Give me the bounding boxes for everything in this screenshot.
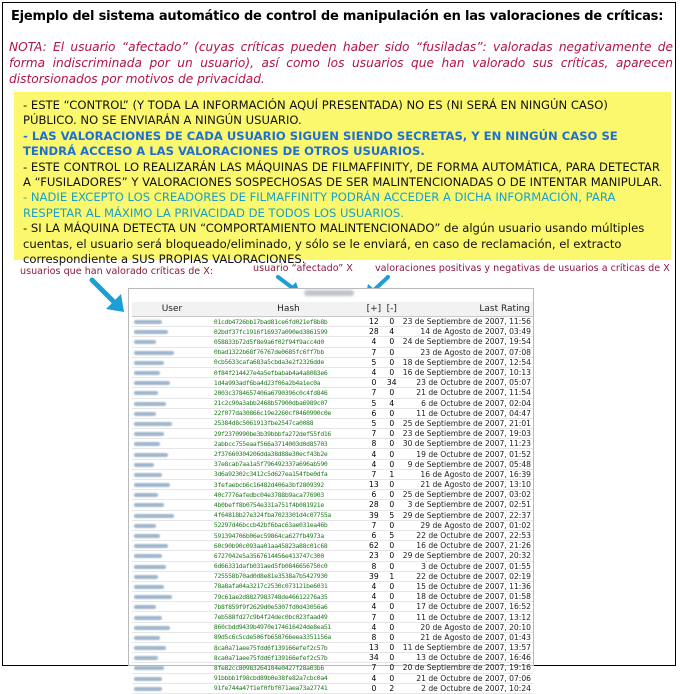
table-row	[132, 592, 533, 602]
hash-link[interactable]: 3d6a92302c3412c5d627ea154fbe0dfa	[212, 469, 365, 479]
negative-count: 0	[383, 663, 401, 673]
negative-count: 0	[383, 459, 401, 469]
last-rating-date: 29 de Septiembre de 2007, 20:32	[401, 551, 533, 561]
table-row	[132, 327, 533, 337]
table-row	[132, 541, 533, 551]
hash-link[interactable]: 7b8f859f9f2629d0e5307fd0d43056a6	[212, 602, 365, 612]
last-rating-date: 3 de Septiembre de 2007, 02:51	[401, 500, 533, 510]
negative-count: 0	[383, 439, 401, 449]
arrow-users-icon	[88, 276, 128, 316]
last-rating-date: 25 de Septiembre de 2007, 21:01	[401, 418, 533, 428]
positive-count: 4	[365, 592, 383, 602]
negative-count: 0	[383, 592, 401, 602]
hash-link[interactable]: 6d66331dafb031aed5fb0846656750c0	[212, 561, 365, 571]
blurred-username	[134, 402, 166, 406]
user-cell[interactable]	[132, 581, 212, 591]
last-rating-date: 3 de Octubre de 2007, 01:55	[401, 561, 533, 571]
positive-count: 28	[365, 500, 383, 510]
user-cell[interactable]	[132, 469, 212, 479]
table-row	[132, 500, 533, 510]
negative-count: 0	[383, 337, 401, 347]
negative-count: 0	[383, 449, 401, 459]
last-rating-date: 23 de Agosto de 2007, 07:08	[401, 347, 533, 357]
positive-count: 7	[365, 388, 383, 398]
positive-count: 7	[365, 663, 383, 673]
user-cell[interactable]	[132, 357, 212, 367]
col-hash[interactable]: Hash	[212, 302, 365, 317]
user-cell[interactable]	[132, 683, 212, 693]
table-row	[132, 643, 533, 653]
last-rating-date: 18 de Octubre de 2007, 01:58	[401, 592, 533, 602]
user-cell[interactable]	[132, 408, 212, 418]
last-rating-date: 16 de Agosto de 2007, 16:39	[401, 469, 533, 479]
hash-link[interactable]: 60c90b90c093aa01aa45823a88c01c68	[212, 541, 365, 551]
negative-count: 2	[383, 683, 401, 693]
negative-count: 0	[383, 581, 401, 591]
negative-count: 34	[383, 378, 401, 388]
table-row	[132, 469, 533, 479]
last-rating-date: 29 de Septiembre de 2007, 22:37	[401, 510, 533, 520]
ratings-table-panel	[128, 288, 534, 693]
positive-count: 8	[365, 439, 383, 449]
negative-count: 1	[383, 469, 401, 479]
last-rating-date: 23 de Septiembre de 2007, 11:56	[401, 317, 533, 327]
positive-count: 4	[365, 367, 383, 377]
info-point-1: - ESTE “CONTROL” (Y TODA LA INFORMACIÓN AQUÍ PRESENTADA) NO ES (NI SERÁ EN NINGÚN CASO) PÚBLICO. NO SE ENVIARÁN A NINGÚN USUARIO.	[23, 98, 608, 128]
table-row	[132, 378, 533, 388]
user-cell[interactable]	[132, 602, 212, 612]
positive-count: 39	[365, 510, 383, 520]
positive-count: 5	[365, 418, 383, 428]
last-rating-date: 16 de Septiembre de 2007, 10:13	[401, 367, 533, 377]
table-row	[132, 683, 533, 693]
last-rating-date: 24 de Septiembre de 2007, 19:54	[401, 337, 533, 347]
blurred-username	[134, 534, 160, 538]
user-cell[interactable]	[132, 337, 212, 347]
positive-count: 6	[365, 490, 383, 500]
blurred-username	[134, 656, 158, 660]
blurred-username	[134, 330, 168, 334]
negative-count: 0	[383, 602, 401, 612]
table-row	[132, 449, 533, 459]
table-row	[132, 561, 533, 571]
last-rating-date: 23 de Octubre de 2007, 05:07	[401, 378, 533, 388]
hash-link[interactable]: 6727042e5a3567614456e413747c300	[212, 551, 365, 561]
blurred-username	[134, 432, 164, 436]
negative-count: 0	[383, 643, 401, 653]
hash-link[interactable]: 8fe82cc80983264104e0427f28a03b6	[212, 663, 365, 673]
negative-count: 0	[383, 561, 401, 571]
table-row	[132, 459, 533, 469]
user-cell[interactable]	[132, 643, 212, 653]
blurred-username	[134, 595, 172, 599]
last-rating-date: 23 de Septiembre de 2007, 19:03	[401, 429, 533, 439]
user-cell[interactable]	[132, 367, 212, 377]
page-title: Ejemplo del sistema automático de control de manipulación en las valoraciones de críticas:	[11, 9, 664, 24]
info-point-2: - LAS VALORACIONES DE CADA USUARIO SIGUEN SIENDO SECRETAS, Y EN NINGÚN CASO SE TENDRÁ ACCESO A LAS VALORACIONES DE OTROS USUARIOS.	[23, 128, 618, 159]
user-cell[interactable]	[132, 327, 212, 337]
user-cell[interactable]	[132, 612, 212, 622]
user-cell[interactable]	[132, 317, 212, 327]
negative-count: 0	[383, 632, 401, 642]
positive-count: 4	[365, 459, 383, 469]
table-row	[132, 520, 533, 530]
privacy-note: NOTA: El usuario “afectado” (cuyas críticas pueden haber sido “fusiladas”: valoradas negativamente de forma indiscriminada por un usuario), así como los usuarios que han valorado sus críticas, aparecen distorsionados por motivos de privacidad.	[9, 40, 673, 86]
last-rating-date: 21 de Octubre de 2007, 11:54	[401, 388, 533, 398]
negative-count: 5	[383, 530, 401, 540]
table-row	[132, 673, 533, 683]
positive-count: 12	[365, 317, 383, 327]
blurred-username	[134, 677, 162, 681]
last-rating-date: 6 de Octubre de 2007, 02:04	[401, 398, 533, 408]
hash-link[interactable]: 22f077da30866c19e2260cf0460990c0e	[212, 408, 365, 418]
user-cell[interactable]	[132, 480, 212, 490]
blurred-username	[134, 483, 170, 487]
positive-count: 13	[365, 480, 383, 490]
positive-count: 39	[365, 571, 383, 581]
table-row	[132, 347, 533, 357]
table-row	[132, 388, 533, 398]
table-row	[132, 367, 533, 377]
last-rating-date: 22 de Octubre de 2007, 02:19	[401, 571, 533, 581]
last-rating-date: 18 de Septiembre de 2007, 12:54	[401, 357, 533, 367]
blurred-username	[134, 565, 166, 569]
positive-count: 7	[365, 429, 383, 439]
table-row	[132, 357, 533, 367]
user-cell[interactable]	[132, 418, 212, 428]
table-row	[132, 581, 533, 591]
user-cell[interactable]	[132, 490, 212, 500]
blurred-username	[134, 524, 156, 528]
user-cell[interactable]	[132, 551, 212, 561]
blurred-username	[134, 666, 164, 670]
positive-count: 7	[365, 612, 383, 622]
user-cell[interactable]	[132, 510, 212, 520]
hash-link[interactable]: 725558b70ad0d8e81e3538a7b5427930	[212, 571, 365, 581]
hash-link[interactable]: 21c2c90a3abb2468b57900dba6989c07	[212, 398, 365, 408]
user-cell[interactable]	[132, 378, 212, 388]
table-row	[132, 612, 533, 622]
positive-count: 4	[365, 449, 383, 459]
blurred-username	[134, 514, 174, 518]
positive-count: 4	[365, 673, 383, 683]
blurred-username	[134, 320, 162, 324]
table-row	[132, 571, 533, 581]
hash-link[interactable]: 8ca0a71aee75fdd6f139166efef2c57b	[212, 643, 365, 653]
positive-count: 4	[365, 622, 383, 632]
blurred-affected-user	[304, 290, 354, 296]
last-rating-date: 25 de Septiembre de 2007, 03:02	[401, 490, 533, 500]
blurred-username	[134, 493, 158, 497]
negative-count: 0	[383, 429, 401, 439]
last-rating-date: 19 de Octubre de 2007, 01:52	[401, 449, 533, 459]
blurred-username	[134, 371, 160, 375]
negative-count: 0	[383, 500, 401, 510]
blurred-username	[134, 687, 162, 691]
hash-link[interactable]: 2abbcc755eaaf566a3714003d0d85703	[212, 439, 365, 449]
last-rating-date: 13 de Octubre de 2007, 16:46	[401, 653, 533, 663]
positive-count: 23	[365, 551, 383, 561]
user-cell[interactable]	[132, 561, 212, 571]
hash-link[interactable]: 52297d46bccb42bf6bac63ae031ea46b	[212, 520, 365, 530]
last-rating-date: 9 de Septiembre de 2007, 05:48	[401, 459, 533, 469]
info-point-5: - SI LA MÁQUINA DETECTA UN “COMPORTAMIENTO MALINTENCIONADO” de algún usuario usando múltiples cuentas, el usuario será bloqueado/eliminado, y sólo se le enviará, en caso de reclamación, el extracto correspondiente a SUS PROPIAS VALORACIONES.	[23, 221, 645, 267]
table-row	[132, 602, 533, 612]
hash-link[interactable]: 0bad1322b68f76767de0685fc6ff7bb	[212, 347, 365, 357]
table-row	[132, 530, 533, 540]
last-rating-date: 20 de Agosto de 2007, 20:10	[401, 622, 533, 632]
blurred-username	[134, 463, 154, 467]
positive-count: 28	[365, 327, 383, 337]
negative-count: 0	[383, 317, 401, 327]
table-row	[132, 408, 533, 418]
negative-count: 0	[383, 520, 401, 530]
blurred-username	[134, 412, 156, 416]
col-last-rating[interactable]: Last Rating	[401, 302, 533, 317]
blurred-username	[134, 544, 168, 548]
positive-count: 6	[365, 408, 383, 418]
table-row	[132, 337, 533, 347]
negative-count: 0	[383, 388, 401, 398]
user-cell[interactable]	[132, 592, 212, 602]
user-cell[interactable]	[132, 388, 212, 398]
info-point-4: - NADIE EXCEPTO LOS CREADORES DE FILMAFFINITY PODRÁN ACCEDER A DICHA INFORMACIÓN, PARA RESPETAR AL MÁXIMO LA PRIVACIDAD DE TODOS LOS USUARIOS.	[23, 190, 616, 220]
negative-count: 4	[383, 327, 401, 337]
hash-link[interactable]: 4b0beff8b0754e331a751f4b081921e	[212, 500, 365, 510]
table-row	[132, 632, 533, 642]
blurred-username	[134, 442, 160, 446]
user-cell[interactable]	[132, 663, 212, 673]
blurred-username	[134, 575, 158, 579]
user-cell[interactable]	[132, 673, 212, 683]
last-rating-date: 21 de Agosto de 2007, 13:10	[401, 480, 533, 490]
last-rating-date: 2 de Octubre de 2007, 10:24	[401, 683, 533, 693]
hash-link[interactable]: 2003c3784657406a6790396c0c4fd846	[212, 388, 365, 398]
hash-link[interactable]: 01cdb4726bb17bad81ce6fd021ef8b8b	[212, 317, 365, 327]
last-rating-date: 17 de Octubre de 2007, 16:52	[401, 602, 533, 612]
negative-count: 0	[383, 541, 401, 551]
last-rating-date: 21 de Agosto de 2007, 01:43	[401, 632, 533, 642]
hash-link[interactable]: 37e8cab7aa1a5f796492337a696ab590	[212, 459, 365, 469]
user-cell[interactable]	[132, 653, 212, 663]
blurred-username	[134, 605, 156, 609]
hash-link[interactable]: 1d4a993adf6ba4d23f06a2b4a1ec0a	[212, 378, 365, 388]
negative-count: 0	[383, 612, 401, 622]
negative-count: 1	[383, 571, 401, 581]
table-row	[132, 622, 533, 632]
last-rating-date: 11 de Octubre de 2007, 04:47	[401, 408, 533, 418]
blurred-username	[134, 473, 162, 477]
user-cell[interactable]	[132, 439, 212, 449]
negative-count: 0	[383, 653, 401, 663]
user-cell[interactable]	[132, 347, 212, 357]
user-cell[interactable]	[132, 571, 212, 581]
hash-link[interactable]: 860cbdd9439b4970e174616424de8ea51	[212, 622, 365, 632]
blurred-username	[134, 646, 166, 650]
positive-count: 13	[365, 643, 383, 653]
caption-users: usuarios que han valorado críticas de X:	[20, 266, 214, 277]
positive-count: 8	[365, 632, 383, 642]
blurred-username	[134, 340, 156, 344]
info-point-3: - ESTE CONTROL LO REALIZARÁN LAS MÁQUINAS DE FILMAFFINITY, DE FORMA AUTOMÁTICA, PARA DETECTAR A “FUSILADORES” Y VALORACIONES SOSPECHOSAS DE SER MALINTENCIONADAS O DE INTENTAR MANIPULAR.	[23, 159, 663, 190]
hash-link[interactable]: 0cb5633cafa683a5cbda3e2f2326dde	[212, 357, 365, 367]
table-header-row	[132, 302, 533, 317]
hash-link[interactable]: 7eb588fd27c9b4f24dec0bc023faad49	[212, 612, 365, 622]
positive-count: 4	[365, 581, 383, 591]
blurred-username	[134, 616, 162, 620]
positive-count: 6	[365, 530, 383, 540]
user-cell[interactable]	[132, 398, 212, 408]
negative-count: 0	[383, 622, 401, 632]
negative-count: 0	[383, 367, 401, 377]
positive-count: 34	[365, 653, 383, 663]
hash-link[interactable]: 91fe744a47f1ef0fbf071aea73a27741	[212, 683, 365, 693]
negative-count: 0	[383, 357, 401, 367]
table-row	[132, 429, 533, 439]
table-row	[132, 418, 533, 428]
positive-count: 4	[365, 337, 383, 347]
caption-ratings: valoraciones positivas y negativas de usuarios a críticas de X	[375, 263, 670, 274]
hash-link[interactable]: 02bdf37fc1916f16937a090ed3861599	[212, 327, 365, 337]
last-rating-date: 15 de Octubre de 2007, 11:36	[401, 581, 533, 591]
table-row	[132, 663, 533, 673]
negative-count: 0	[383, 418, 401, 428]
table-row	[132, 317, 533, 327]
positive-count: 0	[365, 683, 383, 693]
blurred-username	[134, 381, 170, 385]
blurred-username	[134, 585, 164, 589]
blurred-username	[134, 422, 172, 426]
caption-affected-user: usuario “afectado” X	[253, 263, 353, 274]
last-rating-date: 16 de Octubre de 2007, 21:26	[401, 541, 533, 551]
hash-link[interactable]: 058833b72d5f8e9a6f02f94f9acc4d0	[212, 337, 365, 347]
info-box	[14, 92, 671, 267]
blurred-username	[134, 636, 160, 640]
hash-link[interactable]: 79c61ae2d8827983748de46612276a35	[212, 592, 365, 602]
negative-count: 0	[383, 480, 401, 490]
table-row	[132, 398, 533, 408]
negative-count: 5	[383, 510, 401, 520]
negative-count: 0	[383, 490, 401, 500]
hash-link[interactable]: 89d5c6c5cde506fb658766eea3351156a	[212, 632, 365, 642]
positive-count: 7	[365, 347, 383, 357]
hash-link[interactable]: 91bbbb1f98cbd89b0e38fe82a7cbc0a4	[212, 673, 365, 683]
positive-count: 7	[365, 520, 383, 530]
negative-count: 0	[383, 673, 401, 683]
col-negative[interactable]: [-]	[383, 302, 401, 317]
ratings-table	[132, 302, 533, 694]
user-cell[interactable]	[132, 449, 212, 459]
negative-count: 0	[383, 347, 401, 357]
last-rating-date: 14 de Agosto de 2007, 03:49	[401, 327, 533, 337]
hash-link[interactable]: 3fefaebcb6c16482d406a3bf2809392	[212, 480, 365, 490]
positive-count: 4	[365, 602, 383, 612]
hash-link[interactable]: 0f84f214427e4a5efbabab4a4a8083e6	[212, 367, 365, 377]
positive-count: 5	[365, 398, 383, 408]
last-rating-date: 29 de Agosto de 2007, 01:02	[401, 520, 533, 530]
table-row	[132, 490, 533, 500]
last-rating-date: 11 de Octubre de 2007, 13:12	[401, 612, 533, 622]
positive-count: 0	[365, 378, 383, 388]
negative-count: 0	[383, 551, 401, 561]
col-positive[interactable]: [+]	[365, 302, 383, 317]
user-cell[interactable]	[132, 429, 212, 439]
last-rating-date: 21 de Octubre de 2007, 07:06	[401, 673, 533, 683]
hash-link[interactable]: 40c7776afedbc04e3788b9aca776903	[212, 490, 365, 500]
user-cell[interactable]	[132, 459, 212, 469]
blurred-username	[134, 626, 170, 630]
blurred-username	[134, 361, 164, 365]
positive-count: 62	[365, 541, 383, 551]
table-row	[132, 439, 533, 449]
positive-count: 5	[365, 357, 383, 367]
table-row	[132, 653, 533, 663]
user-cell[interactable]	[132, 622, 212, 632]
blurred-username	[134, 453, 168, 457]
hash-link[interactable]: 2f37660304206dda38d88e30ecf43b2e	[212, 449, 365, 459]
hash-link[interactable]: 29f2370990be3b39bbbfa272def55fd16	[212, 429, 365, 439]
last-rating-date: 22 de Octubre de 2007, 22:53	[401, 530, 533, 540]
user-cell[interactable]	[132, 541, 212, 551]
hash-link[interactable]: 25384d8c5061913fbe2547ca0088	[212, 418, 365, 428]
negative-count: 4	[383, 398, 401, 408]
user-cell[interactable]	[132, 632, 212, 642]
hash-link[interactable]: 78a8afa04a3217c2530c073121be6031	[212, 581, 365, 591]
user-cell[interactable]	[132, 530, 212, 540]
blurred-username	[134, 391, 158, 395]
col-user[interactable]: User	[132, 302, 212, 317]
positive-count: 8	[365, 561, 383, 571]
user-cell[interactable]	[132, 500, 212, 510]
table-row	[132, 510, 533, 520]
positive-count: 7	[365, 469, 383, 479]
hash-link[interactable]: 591394706b06ec59864ca627fb4973a	[212, 530, 365, 540]
last-rating-date: 11 de Septiembre de 2007, 13:57	[401, 643, 533, 653]
negative-count: 0	[383, 408, 401, 418]
last-rating-date: 20 de Septiembre de 2007, 19:16	[401, 663, 533, 673]
table-row	[132, 480, 533, 490]
last-rating-date: 30 de Septiembre de 2007, 11:23	[401, 439, 533, 449]
blurred-username	[134, 351, 174, 355]
hash-link[interactable]: 4f64818b27e324fba7023301d4c07755a	[212, 510, 365, 520]
blurred-username	[134, 554, 162, 558]
table-row	[132, 551, 533, 561]
blurred-username	[134, 503, 164, 507]
user-cell[interactable]	[132, 520, 212, 530]
hash-link[interactable]: 8ca0a71aee75fdd6f139166efef2c57b	[212, 653, 365, 663]
